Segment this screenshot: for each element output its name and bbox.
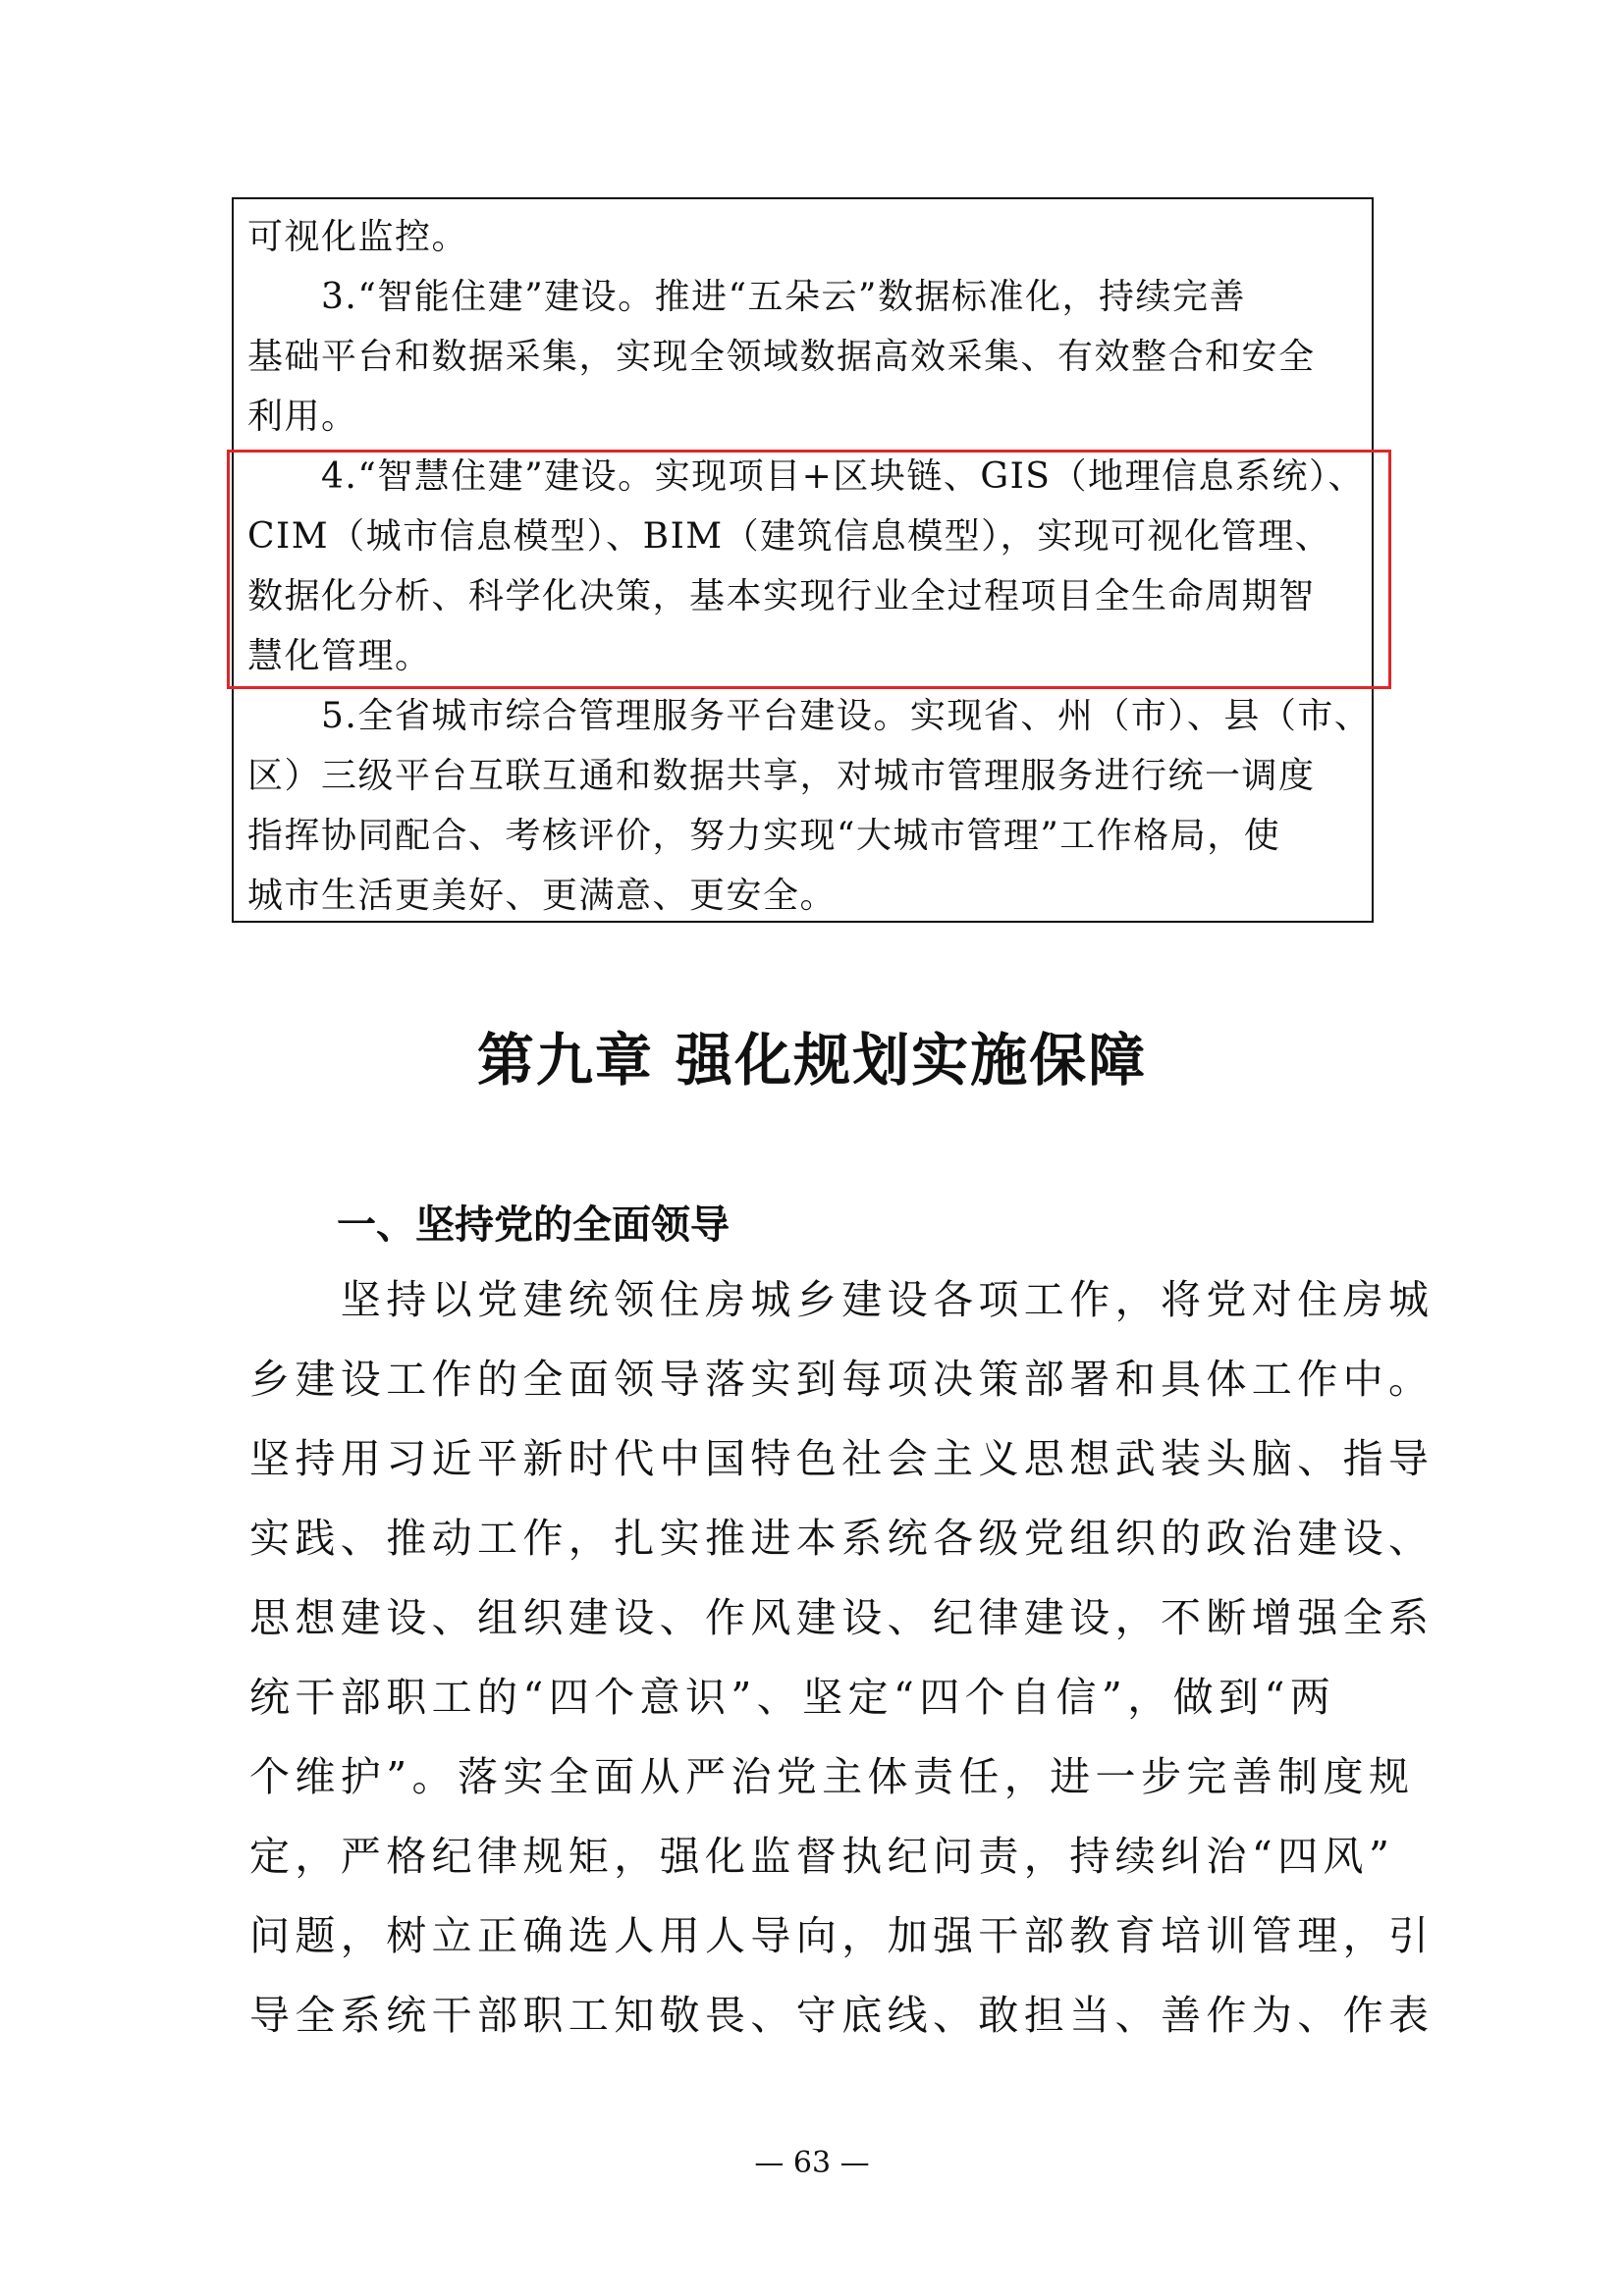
body-line: 个维护”。落实全面从严治党主体责任，进一步完善制度规 xyxy=(249,1753,1415,1800)
section-heading: 一、坚持党的全面领导 xyxy=(337,1202,730,1248)
box-line: 区）三级平台互联互通和数据共享，对城市管理服务进行统一调度 xyxy=(247,756,1316,796)
box-line: CIM（城市信息模型）、BIM（建筑信息模型），实现可视化管理、 xyxy=(247,516,1332,557)
body-line: 统干部职工的“四个意识”、坚定“四个自信”，做到“两 xyxy=(249,1674,1336,1721)
body-line: 问题，树立正确选人用人导向，加强干部教育培训管理，引 xyxy=(249,1912,1435,1959)
chapter-title: 第九章 强化规划实施保障 xyxy=(476,1027,1148,1094)
box-line: 5.全省城市综合管理服务平台建设。实现省、州（市）、县（市、 xyxy=(247,696,1372,736)
box-line: 城市生活更美好、更满意、更安全。 xyxy=(247,876,838,916)
body-line: 实践、推动工作，扎实推进本系统各级党组织的政治建设、 xyxy=(249,1515,1435,1562)
body-line: 思想建设、组织建设、作风建设、纪律建设，不断增强全系 xyxy=(249,1594,1435,1641)
highlight-annotation-box xyxy=(227,450,1391,689)
box-line: 4.“智慧住建”建设。实现项目+区块链、GIS（地理信息系统）、 xyxy=(247,456,1365,497)
box-line: 可视化监控。 xyxy=(247,217,469,257)
box-line: 慧化管理。 xyxy=(247,636,432,676)
page-number: — 63 — xyxy=(754,2146,870,2180)
body-line: 定，严格纪律规矩，强化监督执纪问责，持续纠治“四风” xyxy=(249,1833,1395,1880)
body-line: 坚持用习近平新时代中国特色社会主义思想武装头脑、指导 xyxy=(249,1435,1435,1482)
body-line: 坚持以党建统领住房城乡建设各项工作，将党对住房城 xyxy=(249,1276,1435,1323)
box-line: 指挥协同配合、考核评价，努力实现“大城市管理”工作格局，使 xyxy=(247,816,1281,856)
body-line: 导全系统干部职工知敬畏、守底线、敢担当、善作为、作表 xyxy=(249,1992,1435,2039)
box-line: 数据化分析、科学化决策，基本实现行业全过程项目全生命周期智 xyxy=(247,576,1316,616)
box-line: 利用。 xyxy=(247,397,358,437)
body-line: 乡建设工作的全面领导落实到每项决策部署和具体工作中。 xyxy=(249,1356,1435,1403)
box-line: 基础平台和数据采集，实现全领域数据高效采集、有效整合和安全 xyxy=(247,337,1316,377)
box-line: 3.“智能住建”建设。推进“五朵云”数据标准化，持续完善 xyxy=(247,277,1246,317)
